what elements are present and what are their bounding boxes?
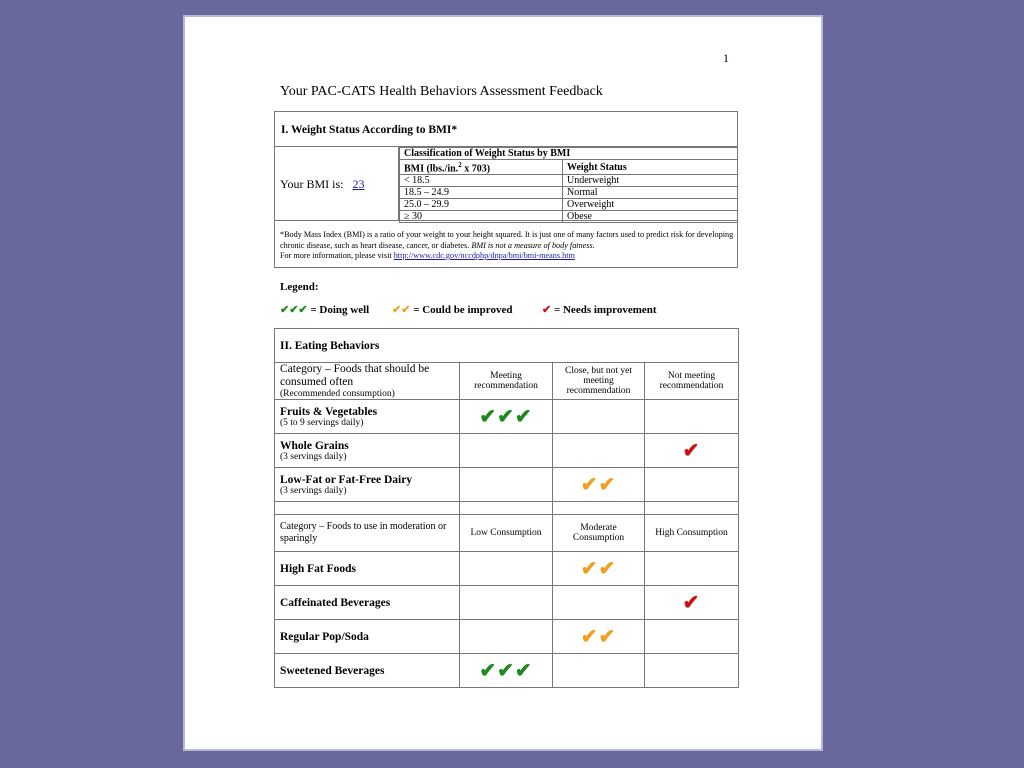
double-check-icon: ✔✔	[580, 558, 617, 580]
rating-cell	[645, 552, 739, 586]
food-category-cell	[275, 434, 460, 468]
double-check-icon: ✔✔	[580, 474, 617, 496]
rating-cell	[460, 400, 553, 434]
rating-cell	[460, 586, 553, 620]
footnote-text: *Body Mass Index (BMI) is a ratio of your weight to your height squared. It is just one of many factors used to predict risk for developing chronic disease, such as heart disease, cancer, or diabetes.	[280, 230, 734, 250]
table-row	[275, 586, 739, 620]
group2-rows	[275, 552, 739, 688]
cdc-link[interactable]: http://www.cdc.gov/nccdphp/dnpa/bmi/bmi-means.htm	[393, 251, 575, 260]
table-row	[400, 187, 738, 199]
rating-cell	[645, 400, 739, 434]
check-icon: ✔	[542, 304, 552, 316]
rating-cell	[645, 654, 739, 688]
rating-cell	[645, 586, 739, 620]
rating-cell	[645, 620, 739, 654]
group1-header-row	[275, 363, 739, 400]
rating-cell	[553, 400, 645, 434]
col-high-header: High Consumption	[645, 515, 739, 552]
footnote-italic: BMI is not a measure of body fatness.	[471, 240, 595, 250]
triple-check-icon: ✔✔✔	[479, 406, 533, 428]
food-name: Caffeinated Beverages	[280, 596, 391, 609]
table-row	[275, 620, 739, 654]
legend-doing-well: ✔✔✔ = Doing well	[280, 304, 370, 316]
your-bmi	[275, 147, 399, 220]
section2-heading-row	[275, 329, 739, 363]
group1-category-header: Category – Foods that should be consumed often (Recommended consumption)	[275, 363, 460, 400]
rating-cell	[460, 620, 553, 654]
bmi-table-header-row	[400, 160, 738, 175]
col-low-header: Low Consumption	[460, 515, 553, 552]
food-category-cell	[275, 654, 460, 688]
col-close-header: Close, but not yet meeting recommendation	[553, 363, 645, 400]
bmi-value-link[interactable]: 23	[352, 177, 365, 191]
table-row	[400, 211, 738, 223]
bmi-range-cell: 18.5 – 24.9	[400, 187, 563, 199]
bmi-label: Your BMI is:	[280, 177, 344, 191]
triple-check-icon: ✔✔✔	[479, 660, 533, 682]
check-icon: ✔	[682, 592, 701, 614]
legend-needs-improvement: ✔ = Needs improvement	[542, 304, 657, 316]
table-row	[275, 552, 739, 586]
table-row	[275, 468, 739, 502]
group2-category-header: Category – Foods to use in moderation or sparingly	[275, 515, 460, 552]
page-number: 1	[723, 51, 729, 65]
food-serving-note: (3 servings daily)	[280, 485, 347, 496]
page-title: Your PAC-CATS Health Behaviors Assessment Feedback	[280, 84, 603, 99]
bmi-table-title: Classification of Weight Status by BMI	[400, 148, 738, 160]
food-name: Fruits & Vegetables	[280, 405, 378, 418]
double-check-icon: ✔✔	[392, 304, 411, 316]
table-row	[275, 400, 739, 434]
rating-cell	[553, 434, 645, 468]
bmi-table-title-row	[400, 148, 738, 160]
document-page	[183, 15, 823, 751]
col-not-meeting-header: Not meeting recommendation	[645, 363, 739, 400]
col-meeting-header: Meeting recommendation	[460, 363, 553, 400]
food-serving-note: (3 servings daily)	[280, 451, 347, 462]
bmi-range-cell: ≥ 30	[400, 211, 563, 223]
rating-cell	[645, 468, 739, 502]
table-row	[400, 175, 738, 187]
table-row	[275, 434, 739, 468]
section2-heading: II. Eating Behaviors	[275, 329, 739, 363]
rating-cell	[553, 620, 645, 654]
rating-cell	[553, 468, 645, 502]
table-spacer-row	[275, 502, 739, 515]
col-moderate-header: Moderate Consumption	[553, 515, 645, 552]
rating-cell	[460, 434, 553, 468]
check-icon: ✔	[682, 440, 701, 462]
food-serving-note: (5 to 9 servings daily)	[280, 417, 364, 428]
weight-status-cell: Underweight	[563, 175, 738, 187]
table-row	[400, 199, 738, 211]
rating-cell	[460, 654, 553, 688]
bmi-range-cell: 25.0 – 29.9	[400, 199, 563, 211]
rating-cell	[460, 552, 553, 586]
food-name: Regular Pop/Soda	[280, 630, 369, 643]
weight-status-cell: Overweight	[563, 199, 738, 211]
bmi-panel	[275, 147, 737, 221]
section1-heading: I. Weight Status According to BMI*	[275, 112, 737, 147]
food-category-cell	[275, 400, 460, 434]
bmi-range-cell: < 18.5	[400, 175, 563, 187]
food-name: Sweetened Beverages	[280, 664, 385, 677]
rating-cell	[553, 654, 645, 688]
weight-status-section	[274, 111, 738, 268]
legend-title: Legend:	[280, 281, 319, 293]
triple-check-icon: ✔✔✔	[280, 304, 308, 316]
double-check-icon: ✔✔	[580, 626, 617, 648]
rating-cell	[460, 468, 553, 502]
bmi-footnote	[275, 221, 737, 262]
status-col-header: Weight Status	[563, 160, 738, 175]
footnote-more: For more information, please visit	[280, 251, 392, 260]
bmi-classification-table	[399, 147, 738, 223]
legend-could-improve: ✔✔ = Could be improved	[392, 304, 513, 316]
food-category-cell	[275, 586, 460, 620]
rating-cell	[553, 586, 645, 620]
group2-header-row	[275, 515, 739, 552]
rating-cell	[553, 552, 645, 586]
food-category-cell	[275, 620, 460, 654]
weight-status-cell: Obese	[563, 211, 738, 223]
table-row	[275, 654, 739, 688]
food-name: Whole Grains	[280, 439, 349, 452]
food-name: Low-Fat or Fat-Free Dairy	[280, 473, 413, 486]
food-category-cell	[275, 552, 460, 586]
bmi-col-header: BMI (lbs./in.$^2$ x 703)	[400, 160, 563, 175]
rating-cell	[645, 434, 739, 468]
group1-rows	[275, 400, 739, 502]
food-category-cell	[275, 468, 460, 502]
eating-behaviors-table	[274, 328, 739, 688]
food-name: High Fat Foods	[280, 562, 357, 575]
weight-status-cell: Normal	[563, 187, 738, 199]
